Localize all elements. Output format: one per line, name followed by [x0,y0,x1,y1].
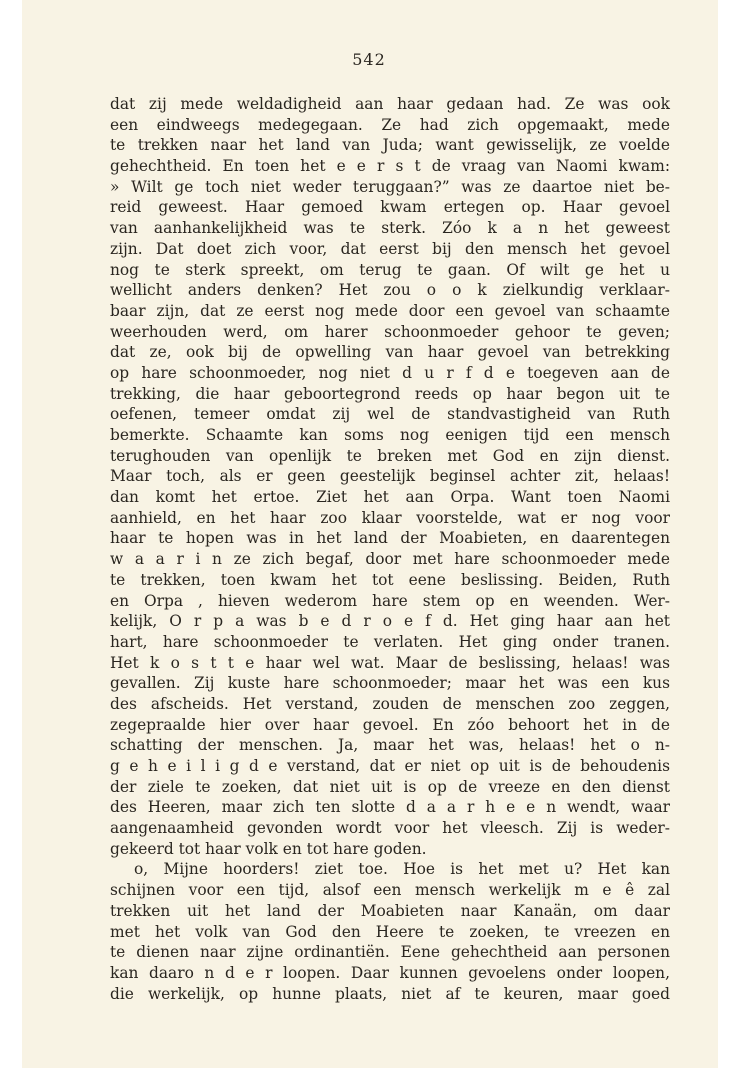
text-line: nog te sterk spreekt, om terug te gaan. Of wilt ge het u [110,260,670,279]
text-line: en Orpa , hieven wederom hare stem op en weenden. Wer- [110,591,670,610]
text-line: dat zij mede weldadigheid aan haar gedaan had. Ze was ook [110,95,670,113]
text-line: zegepraalde hier over haar gevoel. En zóo behoort het in de [110,715,670,734]
text-line: op hare schoonmoeder, nog niet d u r f d e toegeven aan de [110,363,670,382]
text-line: trekking, die haar geboortegrond reeds op haar begon uit te [110,384,670,403]
text-line: kelijk, O r p a was b e d r o e f d. Het ging haar aan het [110,612,670,631]
text-line: schijnen voor een tijd, alsof een mensch werkelijk m e ê zal [110,881,670,900]
text-line: aangenaamheid gevonden wordt voor het vleesch. Zij is weder- [110,819,670,838]
text-line: zijn. Dat doet zich voor, dat eerst bij den mensch het gevoel [110,239,670,258]
text-line: hart, hare schoonmoeder te verlaten. Het ging onder tranen. [110,632,670,651]
text-line: Maar toch, als er geen geestelijk beginsel achter zit, helaas! [110,467,670,486]
text-line: dat ze, ook bij de opwelling van haar gevoel van betrekking [110,343,670,362]
text-line: der ziele te zoeken, dat niet uit is op de vreeze en den dienst [110,777,670,796]
text-line: dan komt het ertoe. Ziet het aan Orpa. Want toen Naomi [110,488,670,507]
text-line: aanhield, en het haar zoo klaar voorstelde, wat er nog voor [110,508,670,527]
text-line: Het k o s t t e haar wel wat. Maar de beslissing, helaas! was [110,653,670,672]
text-line: te dienen naar zijne ordinantiën. Eene gehechtheid aan personen [110,943,670,962]
text-line: weerhouden werd, om harer schoonmoeder gehoor te geven; [110,322,670,341]
text-line: bemerkte. Schaamte kan soms nog eenigen tijd een mensch [110,426,670,444]
text-line: oefenen, temeer omdat zij wel de standvastigheid van Ruth [110,405,670,424]
text-line: die werkelijk, op hunne plaats, niet af te keuren, maar goed [110,984,670,1003]
text-line: g e h e i l i g d e verstand, dat er niet op uit is de behoudenis [110,757,670,775]
text-line: » Wilt ge toch niet weder teruggaan?” was ze daartoe niet be- [110,177,670,196]
text-line-paragraph-start: o, Mijne hoorders! ziet toe. Hoe is het met u? Het kan [134,860,670,879]
text-line: te trekken naar het land van Juda; want gewisselijk, ze voelde [110,136,670,155]
text-line: des afscheids. Het verstand, zouden de menschen zoo zeggen, [110,694,670,713]
text-line: wellicht anders denken? Het zou o o k zielkundig verklaar- [110,281,670,300]
text-line: van aanhankelijkheid was te sterk. Zóo k a n het geweest [110,219,670,238]
text-line: baar zijn, dat ze eerst nog mede door een gevoel van schaamte [110,301,670,320]
body-text [110,94,670,1004]
text-line: gevallen. Zij kuste hare schoonmoeder; maar het was een kus [110,674,670,693]
text-line-paragraph-end: gekeerd tot haar volk en tot hare goden. [110,839,427,858]
text-line: met het volk van God den Heere te zoeken, te vreezen en [110,922,670,941]
text-line: reid geweest. Haar gemoed kwam ertegen op. Haar gevoel [110,198,670,217]
text-line: kan daaro n d e r loopen. Daar kunnen gevoelens onder loopen, [110,963,670,982]
text-line: te trekken, toen kwam het tot eene beslissing. Beiden, Ruth [110,570,670,589]
text-line: gehechtheid. En toen het e e r s t de vraag van Naomi kwam: [110,157,670,176]
text-line: trekken uit het land der Moabieten naar Kanaän, om daar [110,901,670,920]
text-line: een eindweegs medegegaan. Ze had zich opgemaakt, mede [110,115,670,134]
text-line: terughouden van openlijk te breken met God en zijn dienst. [110,446,670,465]
text-line: des Heeren, maar zich ten slotte d a a r h e e n wendt, waar [110,798,670,817]
text-line: schatting der menschen. Ja, maar het was, helaas! het o n- [110,736,670,755]
text-line: haar te hopen was in het land der Moabieten, en daarentegen [110,529,670,548]
page-number: 542 [352,50,386,69]
text-line: w a a r i n ze zich begaf, door met hare schoonmoeder mede [110,550,670,569]
